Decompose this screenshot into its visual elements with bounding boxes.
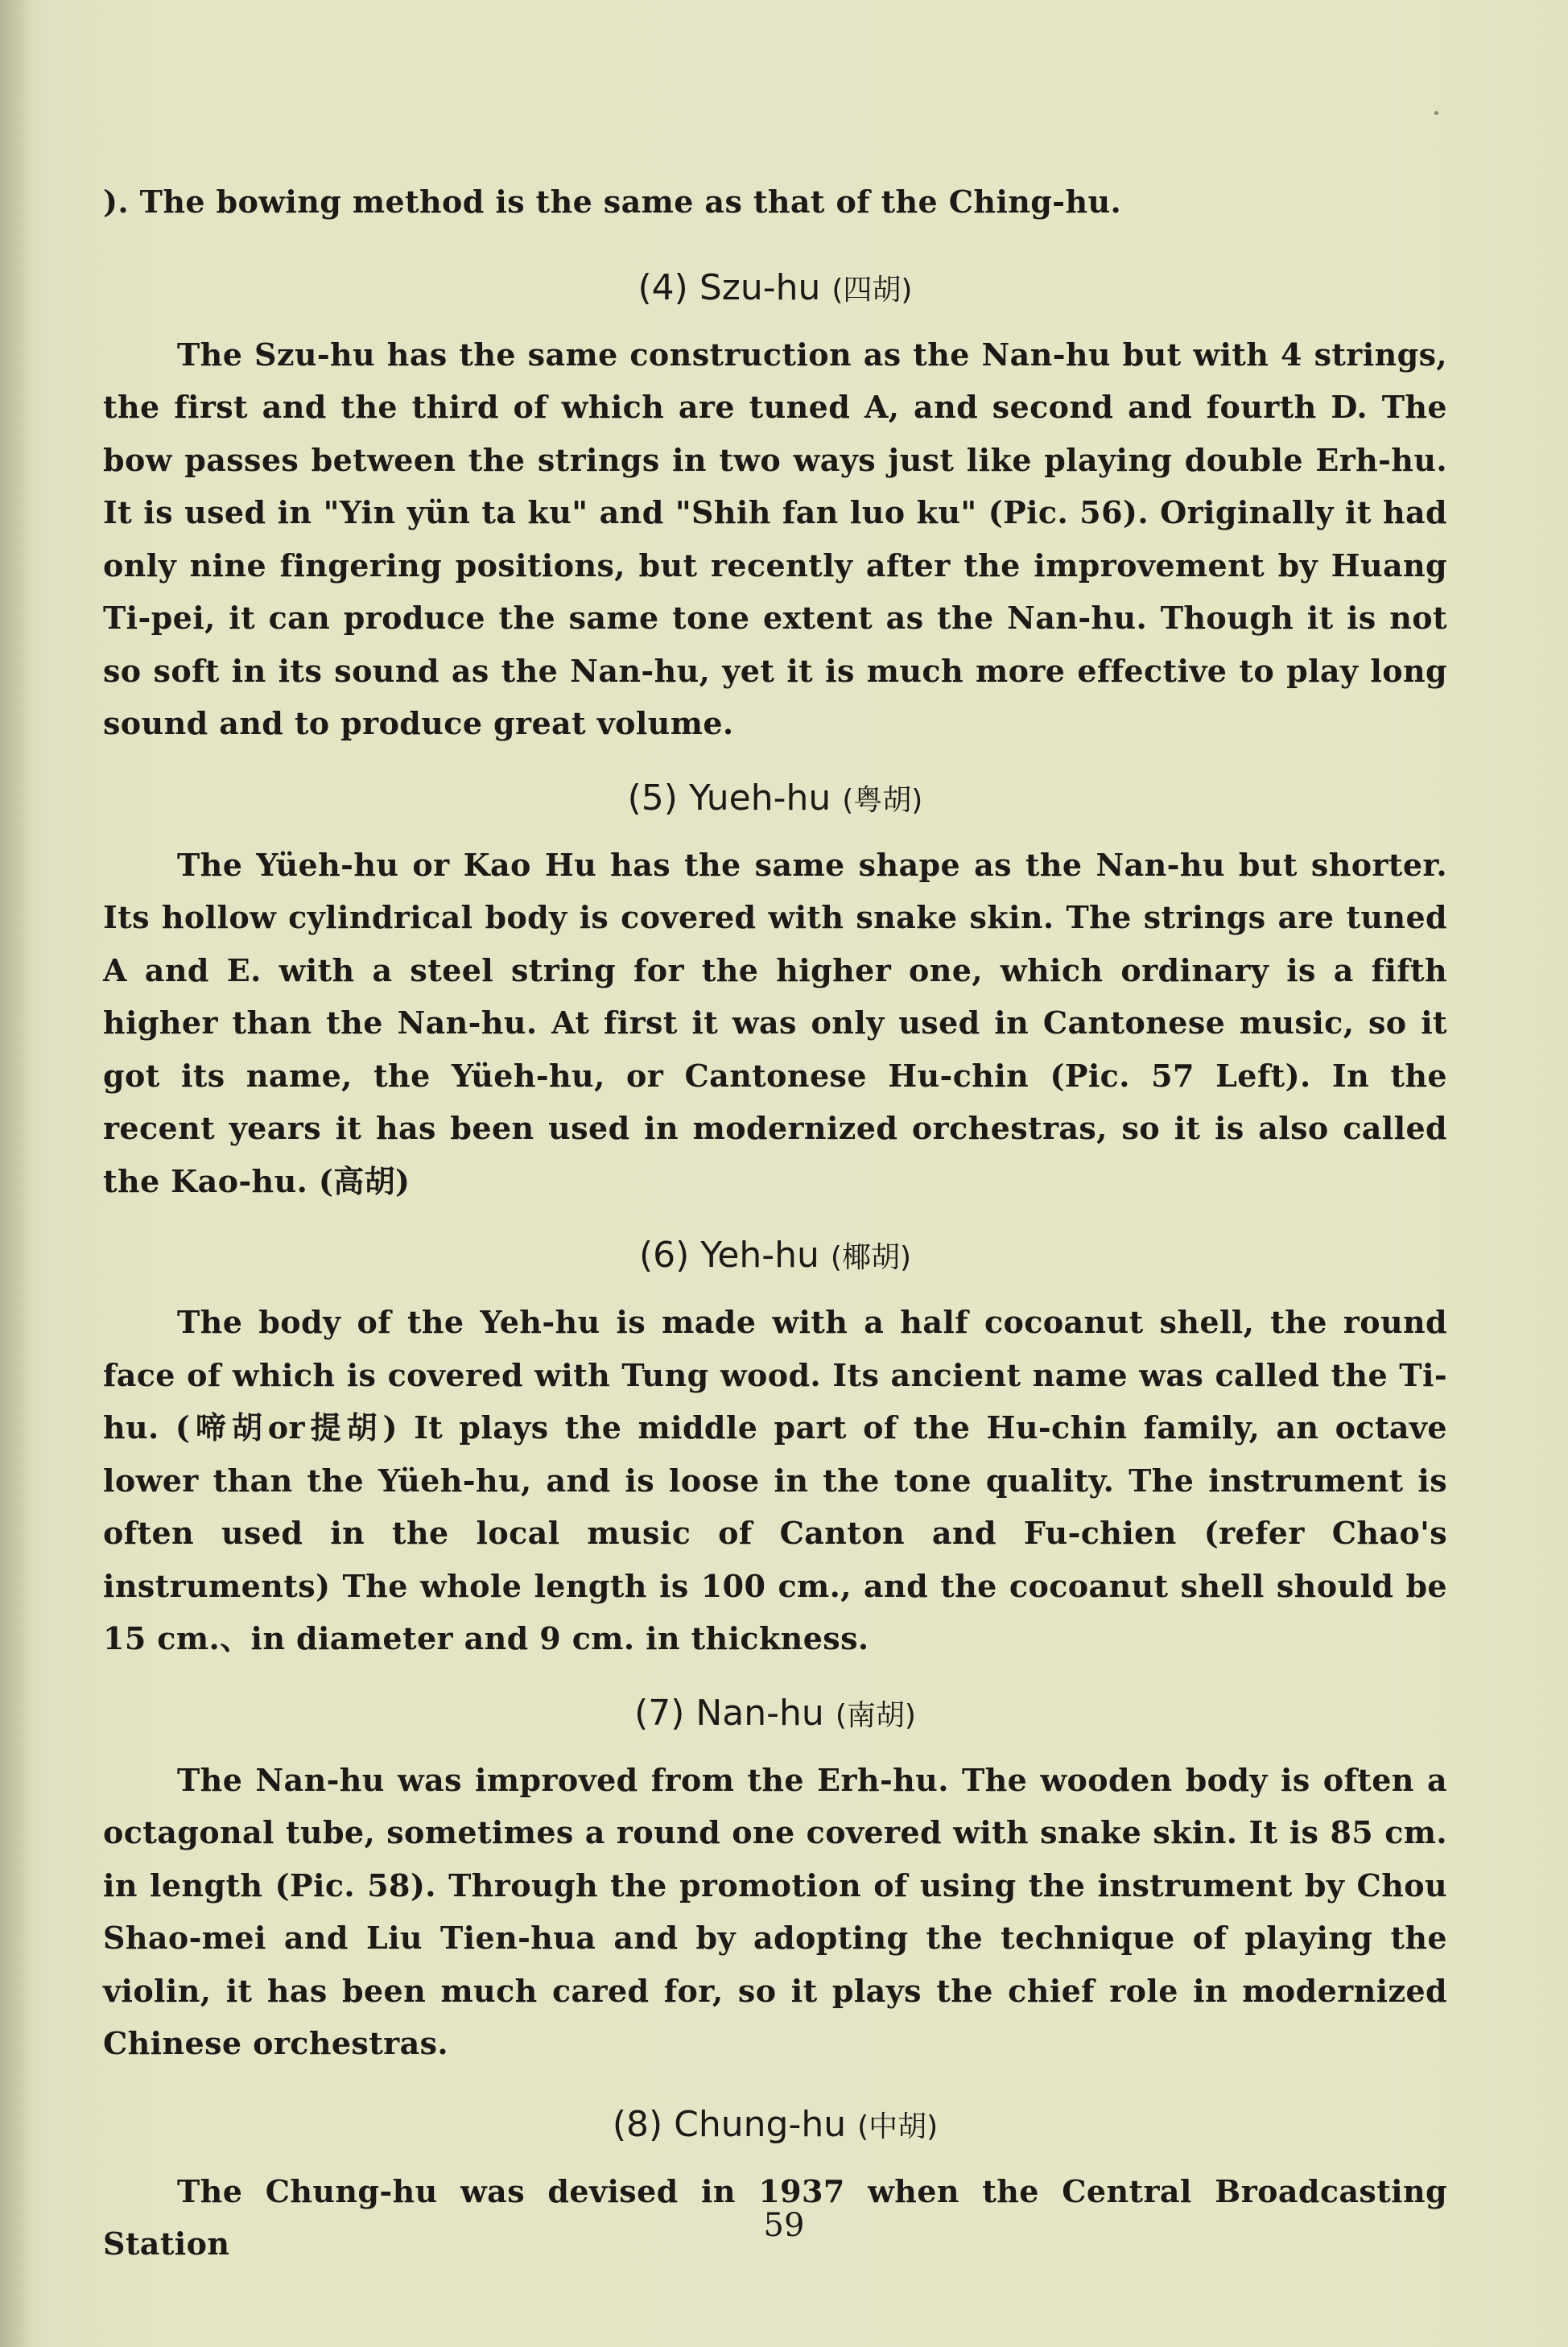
heading-yeh-hu — [103, 1215, 1447, 1296]
heading-chinese: (粤胡) — [842, 783, 923, 817]
heading-title: (6) Yeh-hu — [638, 1235, 819, 1276]
page-number: 59 — [763, 2207, 805, 2244]
paper-speck — [1434, 111, 1438, 115]
heading-szu-hu — [103, 248, 1447, 328]
heading-nan-hu — [103, 1673, 1447, 1754]
heading-title: (5) Yueh-hu — [627, 777, 831, 819]
spine-shadow — [0, 0, 32, 2347]
heading-chung-hu — [103, 2085, 1447, 2165]
paragraph-chung-hu: The Chung-hu was devised in 1937 when the Central Broadcasting Station — [103, 2172, 1447, 2262]
heading-chinese: (中胡) — [857, 2110, 939, 2143]
paragraph-yueh-hu: The Yüeh-hu or Kao Hu has the same shape as the Nan-hu but shorter. Its hollow cylindrical body is covered with snake skin. The strings are tuned A and E. with a steel string for the higher one, which ordinary is a fifth higher than the Nan-hu. At first it was only used in Cantonese music, so it got its name, the Yüeh-hu, or Cantonese Hu-chin (Pic. 57 Left). In the recent years it has been used in modernized orchestras, so it is also called the Kao-hu. (高胡) — [103, 846, 1447, 1199]
paragraph-yeh-hu: The body of the Yeh-hu is made with a half cocoanut shell, the round face of which is covered with Tung wood. Its ancient name was called the Ti-hu. (啼胡or提胡) It plays the middle part of the Hu-chin family, an octave lower than the Yüeh-hu, and is loose in the tone quality. The instrument is often used in the local music of Canton and Fu-chien (refer Chao's instruments) The whole length is 100 cm., and the cocoanut shell should be 15 cm.、in diameter and 9 cm. in thickness. — [103, 1304, 1447, 1656]
heading-chinese: (南胡) — [835, 1698, 916, 1732]
page-content — [103, 175, 1447, 2271]
heading-yueh-hu — [103, 758, 1447, 839]
heading-title: (4) Szu-hu — [638, 266, 821, 308]
paragraph-nan-hu: The Nan-hu was improved from the Erh-hu. The wooden body is often a octagonal tube, sometimes a round one covered with snake skin. It is 85 cm. in length (Pic. 58). Through the promotion of using the instrument by Chou Shao-mei and Liu Tien-hua and by adopting the technique of playing the violin, it has been much cared for, so it plays the chief role in modernized Chinese orchestras. — [103, 1761, 1447, 2061]
heading-title: (8) Chung-hu — [612, 2103, 847, 2145]
intro-line: ). The bowing method is the same as that of the Ching-hu. — [103, 184, 1122, 220]
heading-chinese: (四胡) — [831, 273, 913, 307]
paragraph-szu-hu: The Szu-hu has the same construction as the Nan-hu but with 4 strings, the first and the third of which are tuned A, and second and fourth D. The bow passes between the strings in two ways just like playing double Erh-hu. It is used in "Yin yün ta ku" and "Shih fan luo ku" (Pic. 56). Originally it had only nine fingering positions, but recently after the improvement by Huang Ti-pei, it can produce the same tone extent as the Nan-hu. Though it is not so soft in its sound as the Nan-hu, yet it is much more effective to play long sound and to produce great volume. — [103, 336, 1447, 741]
heading-chinese: (椰胡) — [830, 1241, 912, 1274]
heading-title: (7) Nan-hu — [634, 1692, 824, 1734]
